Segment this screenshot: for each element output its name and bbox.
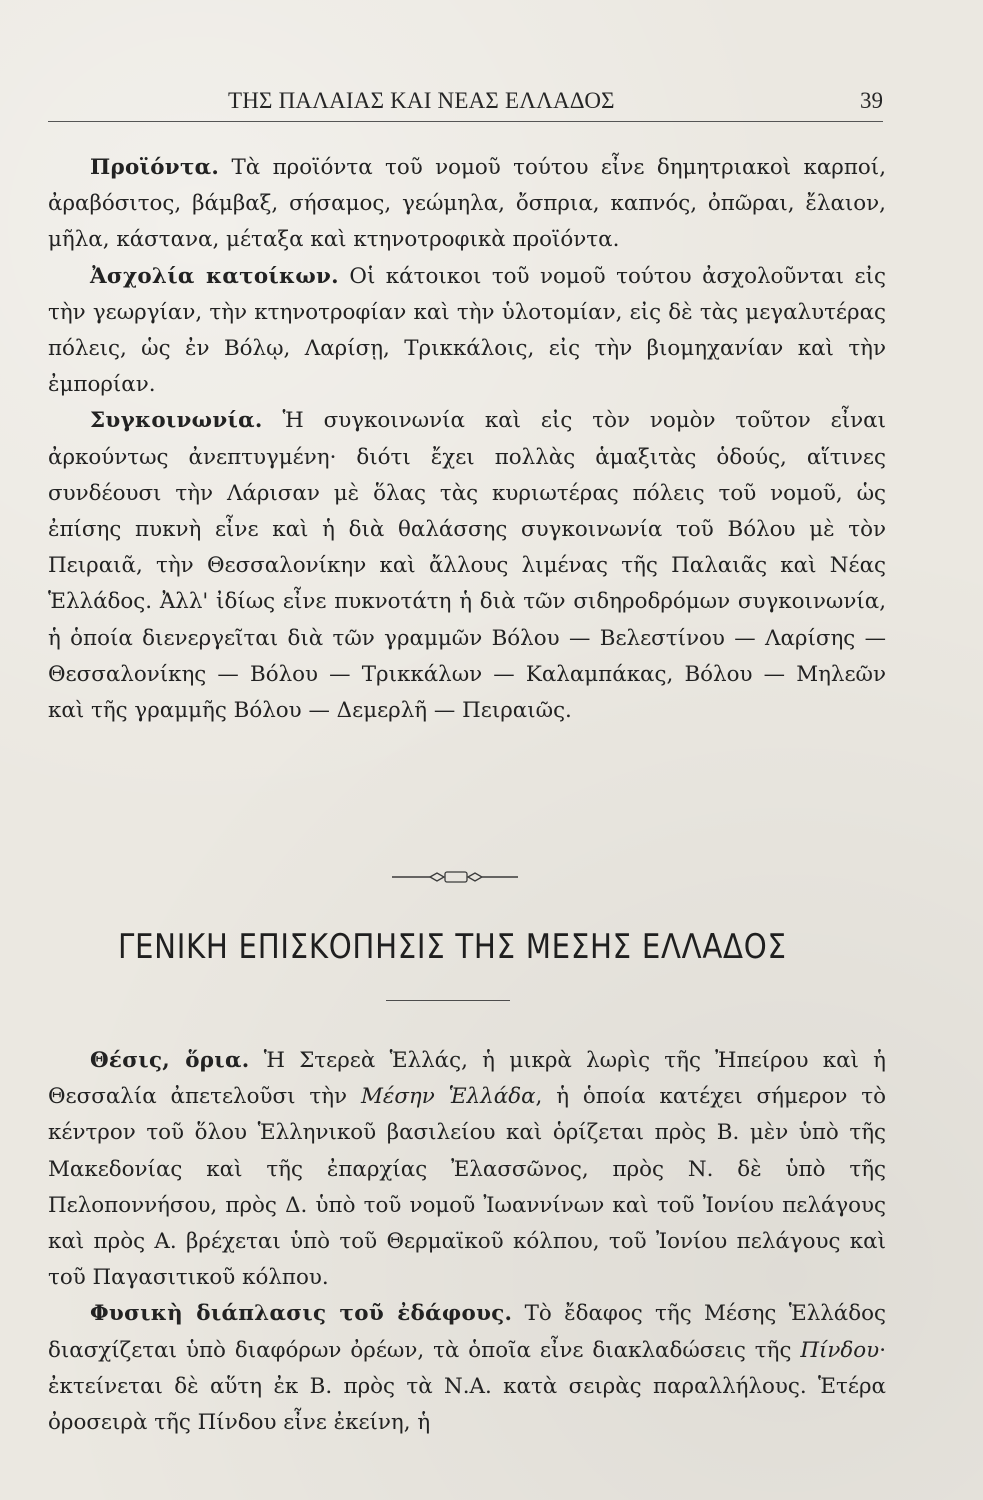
paragraph-occupations — [48, 259, 886, 404]
top-text-block — [48, 150, 886, 729]
page-number: 39 — [860, 88, 883, 113]
lead-terrain: Φυσικὴ διάπλασις τοῦ ἐδάφους. — [90, 1301, 513, 1327]
paragraph-position-borders-text-2: , ἡ ὁποία κατέχει σήμερον τὸ κέντρον τοῦ ὅλου Ἑλληνικοῦ βασιλείου καὶ ὁρίζεται πρὸς Β. μὲν ὑπὸ τῆς Μακεδονίας καὶ τῆς ἐπαρχίας Ἐλασσῶνος, πρὸς Ν. δὲ ὑπὸ τῆς Πελοποννήσου, πρὸς Δ. ὑπὸ τοῦ νομοῦ Ἰωαννίνων καὶ τοῦ Ἰονίου πελάγους καὶ πρὸς Α. βρέχεται ὑπὸ τοῦ Θερμαϊκοῦ κόλπου, τοῦ Ἰονίου πελάγους καὶ τοῦ Παγασιτικοῦ κόλπου. — [48, 1084, 886, 1291]
section-divider-ornament — [390, 866, 520, 888]
lead-position-borders: Θέσις, ὅρια. — [90, 1048, 250, 1073]
section-title: ΓΕΝΙΚΗ ΕΠΙΣΚΟΠΗΣΙΣ ΤΗΣ ΜΕΣΗΣ ΕΛΛΑΔΟΣ — [118, 927, 787, 967]
paragraph-communications-text: Ἡ συγκοινωνία καὶ εἰς τὸν νομὸν τοῦτον εἶναι ἀρκούντως ἀνεπτυγμένη· διότι ἔχει πολλὰς ἁμαξιτὰς ὁδούς, αἵτινες συνδέουσι τὴν Λάρισαν μὲ ὅλας τὰς κυριωτέρας πόλεις τοῦ νομοῦ, ὡς ἐπίσης πυκνὴ εἶνε καὶ ἡ διὰ θαλάσσης συγκοινωνία τοῦ Βόλου μὲ τὸν Πειραιᾶ, τὴν Θεσσαλονίκην καὶ ἄλλους λιμένας τῆς Παλαιᾶς καὶ Νέας Ἑλλάδος. Ἀλλ' ἰδίως εἶνε πυκνοτάτη ἡ διὰ τῶν σιδηροδρόμων συγκοινωνία, ἡ ὁποία διενεργεῖται διὰ τῶν γραμμῶν Βόλου — Βελεστίνου — Λαρίσης — Θεσσαλονίκης — Βόλου — Τρικκάλων — Καλαμπάκας, Βόλου — Μηλεῶν καὶ τῆς γραμμῆς Βόλου — Δεμερλῆ — Πειραιῶς. — [48, 408, 886, 724]
lead-occupations: Ἀσχολία κατοίκων. — [90, 263, 339, 289]
paragraph-products — [48, 150, 886, 259]
italic-term-pindus: Πίνδου — [800, 1337, 880, 1363]
header-rule — [48, 121, 883, 122]
lead-products: Προϊόντα. — [90, 155, 220, 180]
lead-communications: Συγκοινωνία. — [90, 408, 263, 434]
running-head — [48, 88, 883, 128]
italic-term-middle-greece: Μέσην Ἑλλάδα — [360, 1084, 536, 1110]
paragraph-position-borders — [48, 1043, 886, 1296]
paragraph-terrain-text-1: Τὸ ἔδαφος τῆς Μέσης Ἑλλάδος διασχίζεται ὑπὸ διαφόρων ὀρέων, τὰ ὁποῖα εἶνε διακλαδώσεις τῆς — [48, 1301, 886, 1363]
paragraph-communications — [48, 403, 886, 729]
section-text-block — [48, 1043, 886, 1441]
paragraph-terrain — [48, 1296, 886, 1441]
paragraph-products-text: Τὰ προϊόντα τοῦ νομοῦ τούτου εἶνε δημητριακοὶ καρποί, ἀραβόσιτος, βάμβαξ, σήσαμος, γεώμηλα, ὄσπρια, καπνός, ὀπῶραι, ἔλαιον, μῆλα, κάστανα, μέταξα καὶ κτηνοτροφικὰ προϊόντα. — [48, 155, 886, 253]
paragraph-terrain-text-2: · ἐκτείνεται δὲ αὕτη ἐκ Β. πρὸς τὰ Ν.Α. κατὰ σειρὰς παραλλήλους. Ἑτέρα ὀροσειρὰ τῆς Πίνδου εἶνε ἐκείνη, ἡ — [48, 1337, 886, 1436]
running-title: ΤΗΣ ΠΑΛΑΙΑΣ ΚΑΙ ΝΕΑΣ ΕΛΛΑΔΟΣ — [228, 88, 615, 113]
section-title-rule — [386, 1000, 510, 1001]
paragraph-occupations-text: Οἱ κάτοικοι τοῦ νομοῦ τούτου ἀσχολοῦνται εἰς τὴν γεωργίαν, τὴν κτηνοτροφίαν καὶ τὴν ὑλοτομίαν, εἰς δὲ τὰς μεγαλυτέρας πόλεις, ὡς ἐν Βόλῳ, Λαρίσῃ, Τρικκάλοις, εἰς τὴν βιομηχανίαν καὶ τὴν ἐμπορίαν. — [48, 263, 886, 398]
paragraph-position-borders-text-1: Ἡ Στερεὰ Ἑλλάς, ἡ μικρὰ λωρὶς τῆς Ἠπείρου καὶ ἡ Θεσσαλία ἀπετελοῦσι τὴν — [48, 1048, 886, 1110]
